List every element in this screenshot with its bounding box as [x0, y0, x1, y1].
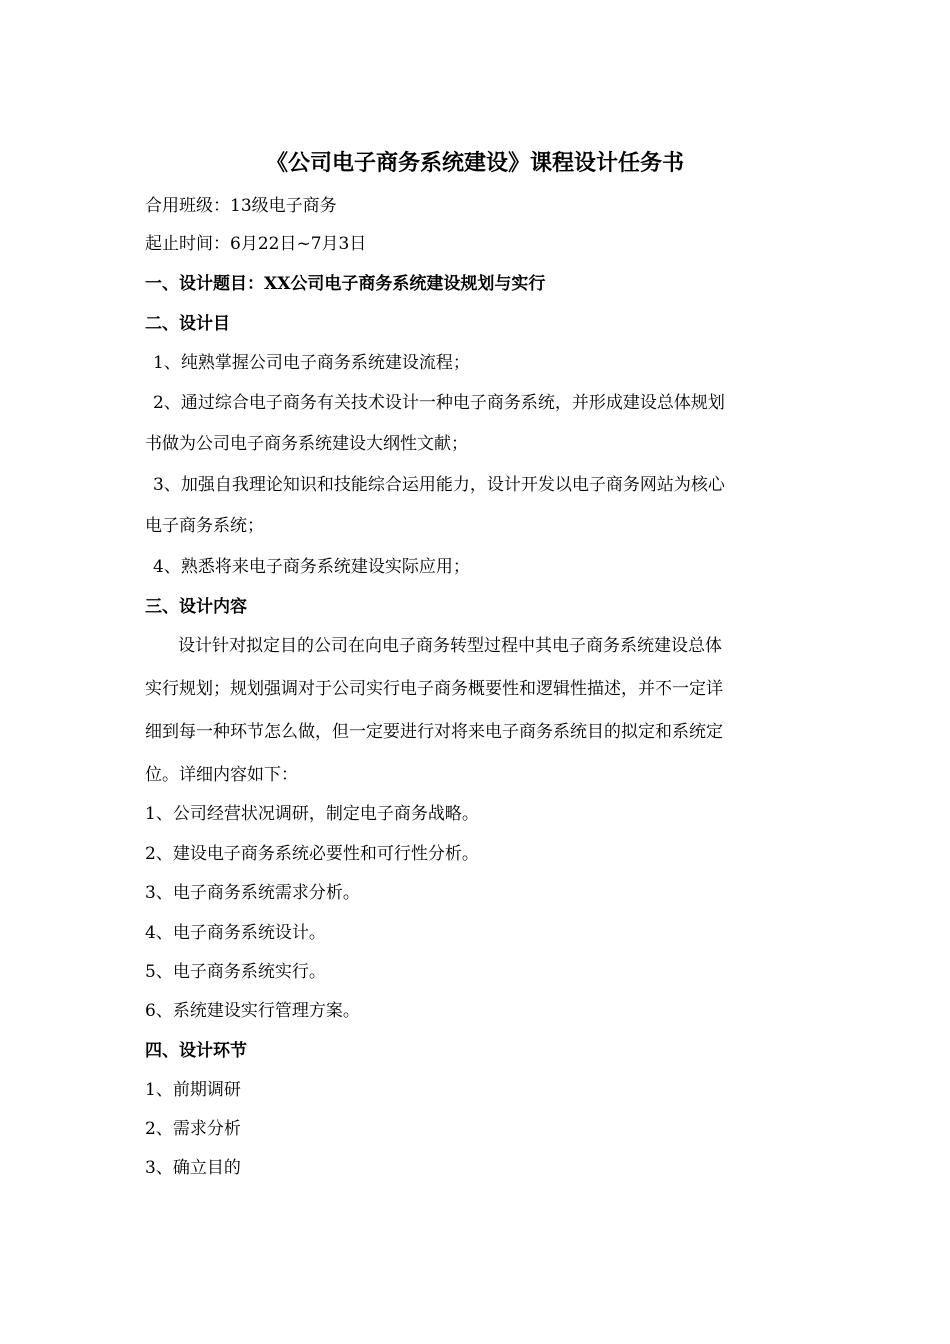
- section2-item: 2、通过综合电子商务有关技术设计一种电子商务系统，并形成建设总体规划: [153, 393, 725, 413]
- class-line: 合用班级：13级电子商务: [145, 196, 337, 216]
- section2-item-continuation: 书做为公司电子商务系统建设大纲性文献；: [145, 434, 468, 454]
- section3-paragraph-line: 位。详细内容如下：: [145, 765, 298, 785]
- section3-heading: 三、设计内容: [145, 597, 247, 617]
- section2-item: 1、纯熟掌握公司电子商务系统建设流程；: [153, 353, 470, 373]
- section4-item: 3、确立目的: [145, 1158, 241, 1178]
- section3-item: 2、建设电子商务系统必要性和可行性分析。: [145, 844, 479, 864]
- section4-item: 1、前期调研: [145, 1080, 241, 1100]
- section3-item: 5、电子商务系统实行。: [145, 962, 326, 982]
- section3-paragraph-line: 细到每一种环节怎么做，但一定要进行对将来电子商务系统目的拟定和系统定: [145, 722, 723, 742]
- section2-item: 4、熟悉将来电子商务系统建设实际应用；: [153, 557, 470, 577]
- section3-item: 1、公司经营状况调研，制定电子商务战略。: [145, 804, 479, 824]
- document-title: 《公司电子商务系统建设》课程设计任务书: [265, 150, 684, 176]
- section4-heading: 四、设计环节: [145, 1041, 247, 1061]
- time-line: 起止时间：6月22日~7月3日: [145, 234, 367, 254]
- section3-item: 6、系统建设实行管理方案。: [145, 1001, 360, 1021]
- section1-heading: 一、设计题目：XX公司电子商务系统建设规划与实行: [145, 274, 546, 294]
- section3-item: 3、电子商务系统需求分析。: [145, 883, 360, 903]
- section4-item: 2、需求分析: [145, 1119, 241, 1139]
- section3-item: 4、电子商务系统设计。: [145, 923, 326, 943]
- section2-item-continuation: 电子商务系统；: [145, 516, 264, 536]
- section3-paragraph-line: 实行规划；规划强调对于公司实行电子商务概要性和逻辑性描述，并不一定详: [145, 679, 723, 699]
- section3-paragraph-line: 设计针对拟定目的公司在向电子商务转型过程中其电子商务系统建设总体: [178, 636, 722, 656]
- section2-item: 3、加强自我理论知识和技能综合运用能力，设计开发以电子商务网站为核心: [153, 475, 725, 495]
- section2-heading: 二、设计目: [145, 314, 230, 334]
